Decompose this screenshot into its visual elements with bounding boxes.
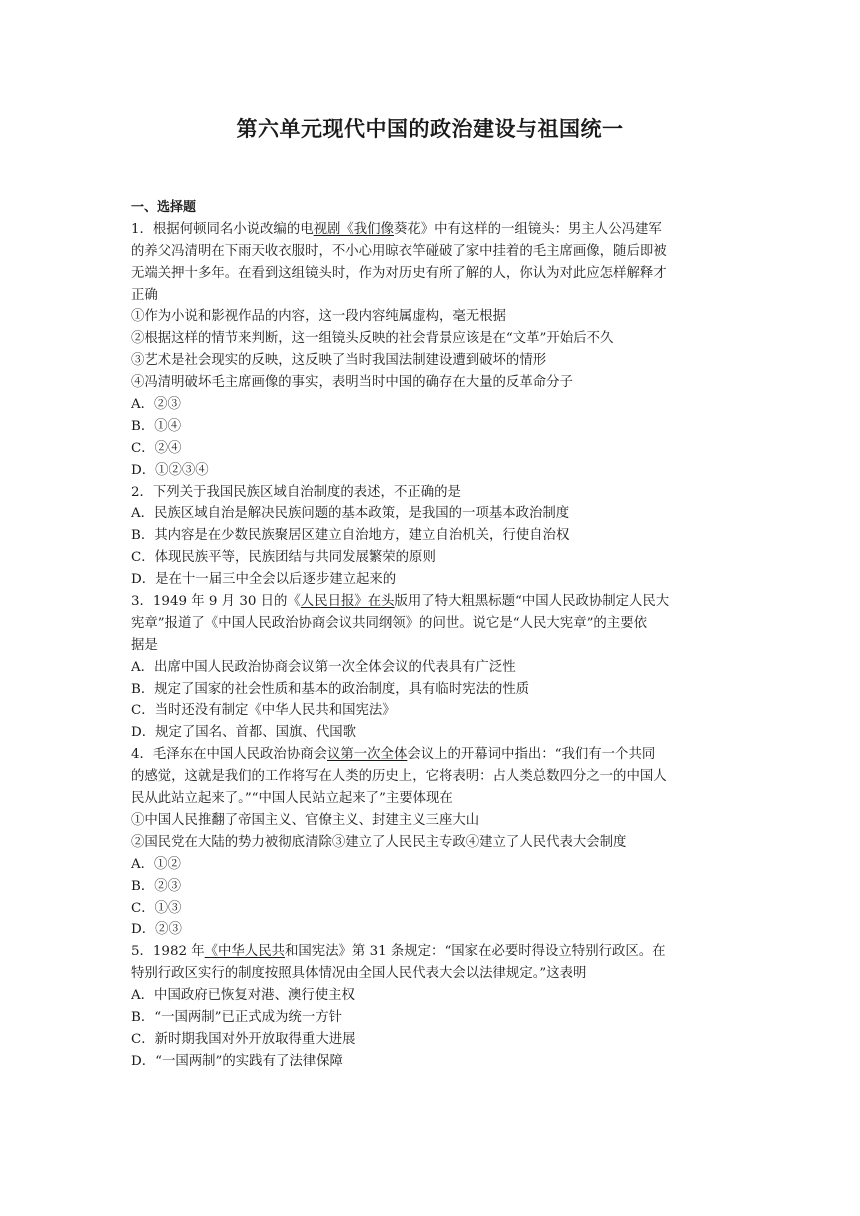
question-text-line: ④冯清明破坏毛主席画像的事实，表明当时中国的确存在大量的反革命分子 [131,375,573,391]
question-stem-line [131,219,731,241]
question-stem-line [131,744,731,766]
question-stem-line: 2．下列关于我国民族区域自治制度的表述，不正确的是 [131,484,461,500]
answer-option: D．①②③④ [131,462,209,478]
underlined-text: 《中华人民共 [204,944,285,960]
answer-option: C．体现民族平等，民族团结与共同发展繁荣的原则 [131,550,436,566]
question-text-line: ③艺术是社会现实的反映，这反映了当时我国法制建设遭到破坏的情形 [131,353,547,369]
answer-option: B．①④ [131,418,182,434]
answer-option: A．②③ [131,397,181,413]
answer-option: A．出席中国人民政治协商会议第一次全体会议的代表具有广泛性 [131,659,516,675]
answer-option: C．当时还没有制定《中华人民共和国宪法》 [131,703,396,719]
answer-option: D．是在十一届三中全会以后逐步建立起来的 [131,572,397,588]
underlined-text: 议第一次全体 [327,747,408,763]
underlined-text: 视剧《我们像 [313,221,394,237]
question-text-line: 据是 [131,637,158,653]
question-5 [131,941,731,1072]
question-text-line: 的养父冯清明在下雨天收衣服时，不小心用晾衣竿碰破了家中挂着的毛主席画像，随后即被 [131,243,667,259]
document-body [131,197,731,1073]
answer-option: B．“一国两制”已正式成为统一方针 [131,1009,342,1025]
text-segment: 会议上的开幕词中指出：“我们有一个共同 [407,747,656,763]
page-title: 第六单元现代中国的政治建设与祖国统一 [236,117,624,141]
text-segment: 3．1949 年 9 月 30 日的《 [131,594,301,610]
question-text-line: 无端关押十多年。在看到这组镜头时，作为对历史有所了解的人，你认为对此应怎样解释才 [131,265,667,281]
answer-option: C．新时期我国对外开放取得重大进展 [131,1031,356,1047]
answer-option: A．①② [131,856,181,872]
question-text-line: ②国民党在大陆的势力被彻底清除③建立了人民民主专政④建立了人民代表大会制度 [131,834,627,850]
answer-option: A．民族区域自治是解决民族问题的基本政策，是我国的一项基本政治制度 [131,506,570,522]
question-1 [131,219,731,482]
answer-option: B．规定了国家的社会性质和基本的政治制度，具有临时宪法的性质 [131,681,530,697]
text-segment: 4．毛泽东在中国人民政治协商会 [131,747,327,763]
text-segment: 葵花》中有这样的一组镜头：男主人公冯建军 [393,221,662,237]
text-segment: 1．根据何顿同名小说改编的电 [131,221,314,237]
question-text-line: 宪章”报道了《中国人民政治协商会议共同纲领》的问世。说它是“人民大宪章”的主要依 [131,615,647,631]
section-heading: 一、选择题 [131,200,197,215]
answer-option: D．②③ [131,922,182,938]
text-segment: 版用了特大粗黑标题“中国人民政协制定人民大 [394,594,670,610]
answer-option: C．②④ [131,440,182,456]
question-text-line: 的感觉，这就是我们的工作将写在人类的历史上，它将表明：占人类总数四分之一的中国人 [131,769,667,785]
answer-option: A．中国政府已恢复对港、澳行使主权 [131,988,355,1004]
question-text-line: 民从此站立起来了。”“中国人民站立起来了”主要体现在 [131,791,453,807]
answer-option: D．“一国两制”的实践有了法律保障 [131,1053,343,1069]
underlined-text: 人民日报》在头 [300,594,395,610]
question-text-line: 特别行政区实行的制度按照具体情况由全国人民代表大会以法律规定。”这表明 [131,966,587,982]
question-text-line: ②根据这样的情节来判断，这一组镜头反映的社会背景应该是在“文革”开始后不久 [131,331,614,347]
question-stem-line [131,591,731,613]
question-text-line: ①作为小说和影视作品的内容，这一段内容纯属虚构，毫无根据 [131,309,506,325]
answer-option: B．其内容是在少数民族聚居区建立自治地方，建立自治机关，行使自治权 [131,528,570,544]
question-3 [131,591,731,744]
answer-option: B．②③ [131,878,182,894]
question-stem-line [131,941,731,963]
question-2 [131,482,731,591]
answer-option: C．①③ [131,900,182,916]
question-4 [131,744,731,941]
question-text-line: ①中国人民推翻了帝国主义、官僚主义、封建主义三座大山 [131,812,480,828]
answer-option: D．规定了国名、首都、国旗、代国歌 [131,725,356,741]
text-segment: 5．1982 年 [131,944,205,960]
text-segment: 和国宪法》第 31 条规定：“国家在必要时得设立特别行政区。在 [284,944,666,960]
question-text-line: 正确 [131,287,158,303]
question-list [131,219,731,1073]
